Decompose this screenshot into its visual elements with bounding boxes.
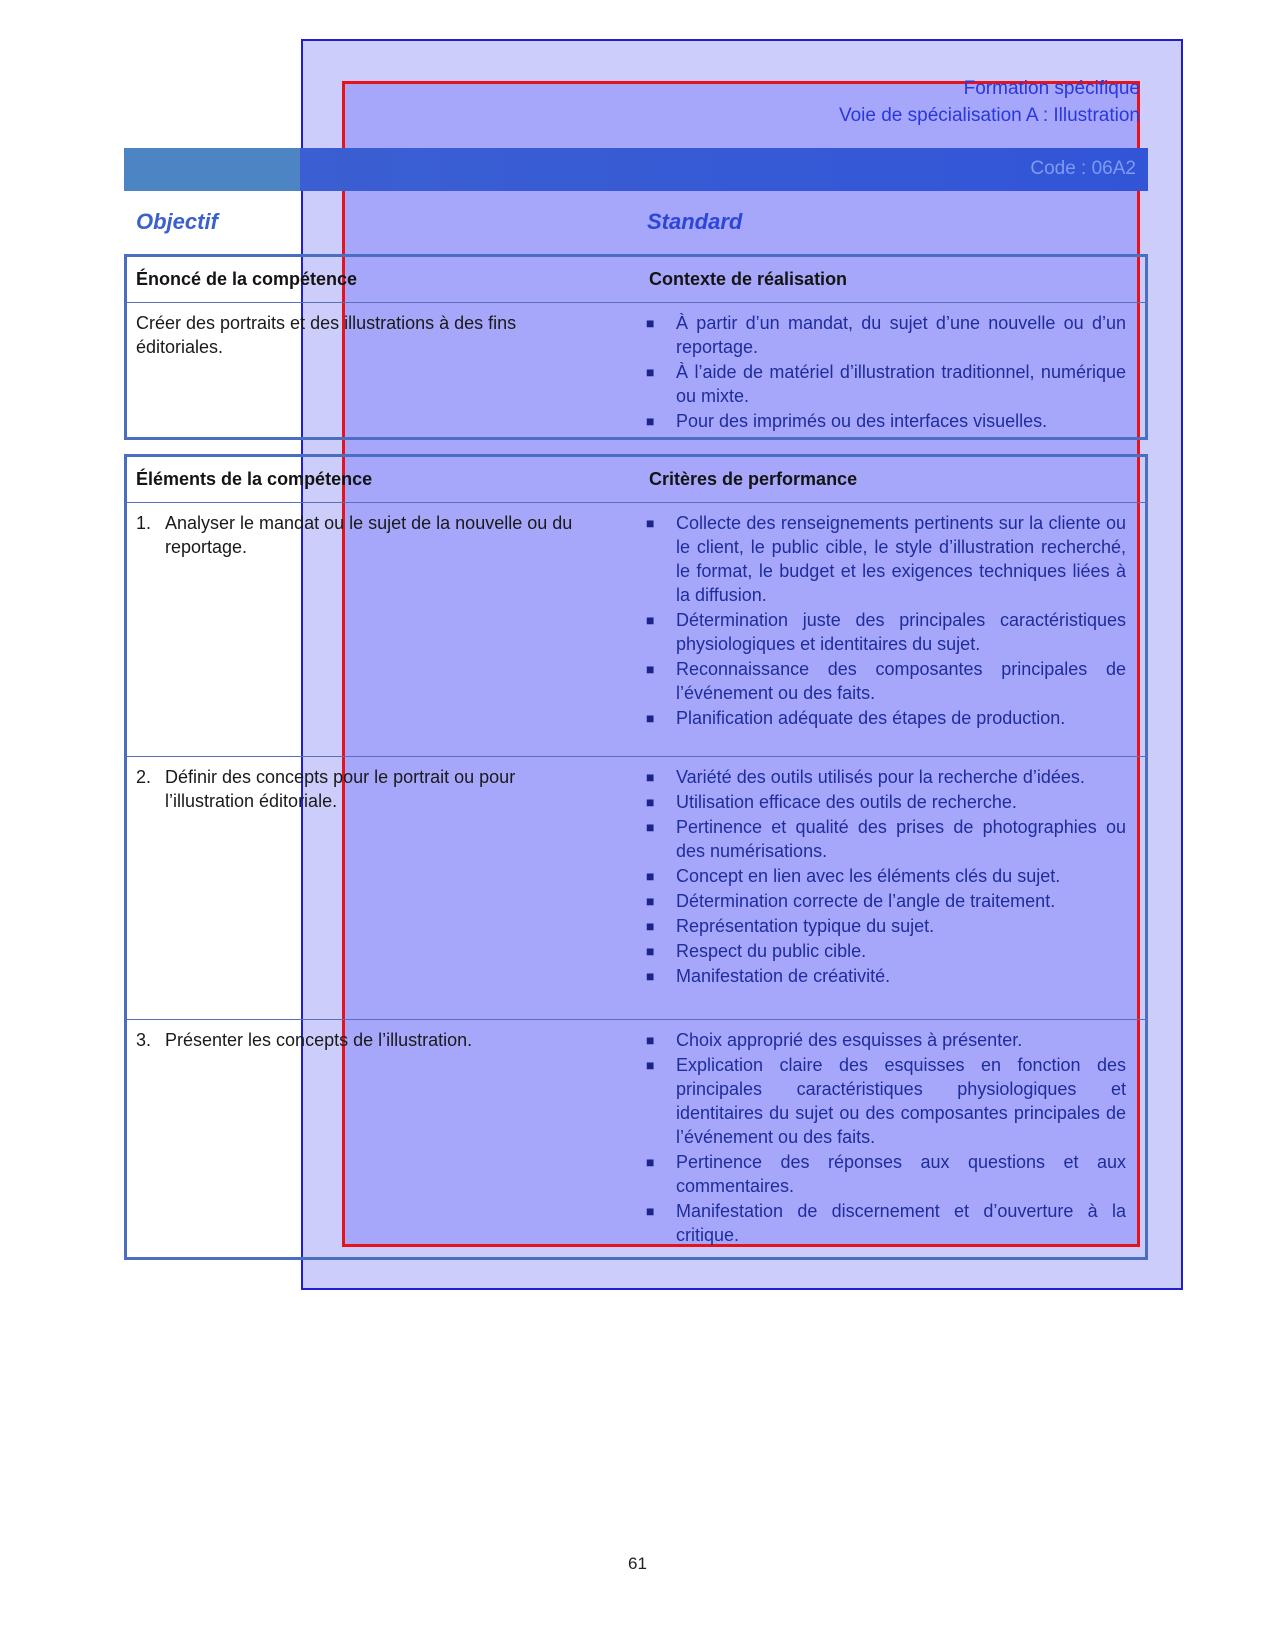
element-item: 1. Analyser le mandat ou le sujet de la nouvelle ou du reportage. [136, 513, 573, 557]
criteria-list [646, 765, 1126, 989]
list-item: ■ Pertinence et qualité des prises de photographies ou des numérisations. [646, 817, 1126, 861]
bullet-icon: ■ [646, 1057, 655, 1073]
list-item: ■ Explication claire des esquisses en fonction des principales caractéristiques physiologiques et identitaires du sujet ou des composantes principales de l’événement ou des faits. [646, 1055, 1126, 1147]
list-item: ■ Variété des outils utilisés pour la recherche d’idées. [646, 767, 1085, 787]
list-item: ■ Utilisation efficace des outils de recherche. [646, 792, 1017, 812]
list-item: ■ À l’aide de matériel d’illustration traditionnel, numérique ou mixte. [646, 362, 1126, 406]
bullet-icon: ■ [646, 943, 655, 959]
bullet-icon: ■ [646, 364, 655, 380]
bullet-icon: ■ [646, 413, 655, 429]
list-item: ■ Planification adéquate des étapes de production. [646, 708, 1066, 728]
objective-heading: Objectif [136, 209, 218, 234]
bullet-icon: ■ [646, 1032, 655, 1048]
list-item: ■ Représentation typique du sujet. [646, 916, 935, 936]
bullet-icon: ■ [646, 661, 655, 677]
table-row [127, 303, 1145, 438]
criteria-list [646, 1028, 1126, 1248]
competency-code: Code : 06A2 [1030, 158, 1136, 179]
bullet-icon: ■ [646, 794, 655, 810]
bullet-icon: ■ [646, 868, 655, 884]
competency-statement-table [124, 254, 1148, 440]
bullet-icon: ■ [646, 893, 655, 909]
list-item: ■ Concept en lien avec les éléments clés du sujet. [646, 866, 1061, 886]
bullet-icon: ■ [646, 710, 655, 726]
competency-elements-table [124, 454, 1148, 1260]
header-specialization-line: Voie de spécialisation A : Illustration [838, 105, 1140, 126]
bullet-icon: ■ [646, 968, 655, 984]
list-item: ■ Reconnaissance des composantes principales de l’événement ou des faits. [646, 659, 1126, 703]
context-header: Contexte de réalisation [649, 269, 848, 289]
list-item: ■ Manifestation de créativité. [646, 966, 891, 986]
elements-header: Éléments de la compétence [136, 469, 373, 489]
bullet-icon: ■ [646, 315, 655, 331]
table-header-row [127, 257, 1145, 303]
code-bar [124, 148, 1148, 191]
element-item: 2. Définir des concepts pour le portrait ou pour l’illustration éditoriale. [136, 767, 516, 811]
criteria-header: Critères de performance [649, 469, 858, 489]
table-row [127, 757, 1145, 1020]
list-item: ■ Choix approprié des esquisses à présenter. [646, 1030, 1023, 1050]
bullet-icon: ■ [646, 1203, 655, 1219]
page-number: 61 [628, 1554, 647, 1573]
bullet-icon: ■ [646, 769, 655, 785]
competency-statement: Créer des portraits et des illustrations à des fins éditoriales. [136, 313, 517, 357]
bullet-icon: ■ [646, 819, 655, 835]
bullet-icon: ■ [646, 515, 655, 531]
statement-header: Énoncé de la compétence [136, 269, 358, 289]
list-item: ■ Pour des imprimés ou des interfaces visuelles. [646, 411, 1048, 431]
table-header-row [127, 457, 1145, 503]
context-list [646, 311, 1126, 434]
table-row [127, 503, 1145, 757]
bullet-icon: ■ [646, 1154, 655, 1170]
header-program-line: Formation spécifique [963, 78, 1140, 99]
list-item: ■ Détermination correcte de l’angle de traitement. [646, 891, 1056, 911]
list-item: ■ Respect du public cible. [646, 941, 867, 961]
list-item: ■ Collecte des renseignements pertinents sur la cliente ou le client, le public cible, le style d’illustration recherché, le format, le budget et les exigences techniques liées à la diffusion. [646, 513, 1126, 605]
list-item: ■ Manifestation de discernement et d’ouverture à la critique. [646, 1201, 1126, 1245]
bullet-icon: ■ [646, 918, 655, 934]
list-item: ■ Détermination juste des principales caractéristiques physiologiques et identitaires du sujet. [646, 610, 1126, 654]
element-item: 3. Présenter les concepts de l’illustration. [136, 1030, 473, 1050]
criteria-list [646, 511, 1126, 731]
table-row [127, 1020, 1145, 1255]
list-item: ■ Pertinence des réponses aux questions et aux commentaires. [646, 1152, 1126, 1196]
standard-heading: Standard [647, 209, 743, 234]
bullet-icon: ■ [646, 612, 655, 628]
list-item: ■ À partir d’un mandat, du sujet d’une nouvelle ou d’un reportage. [646, 313, 1126, 357]
